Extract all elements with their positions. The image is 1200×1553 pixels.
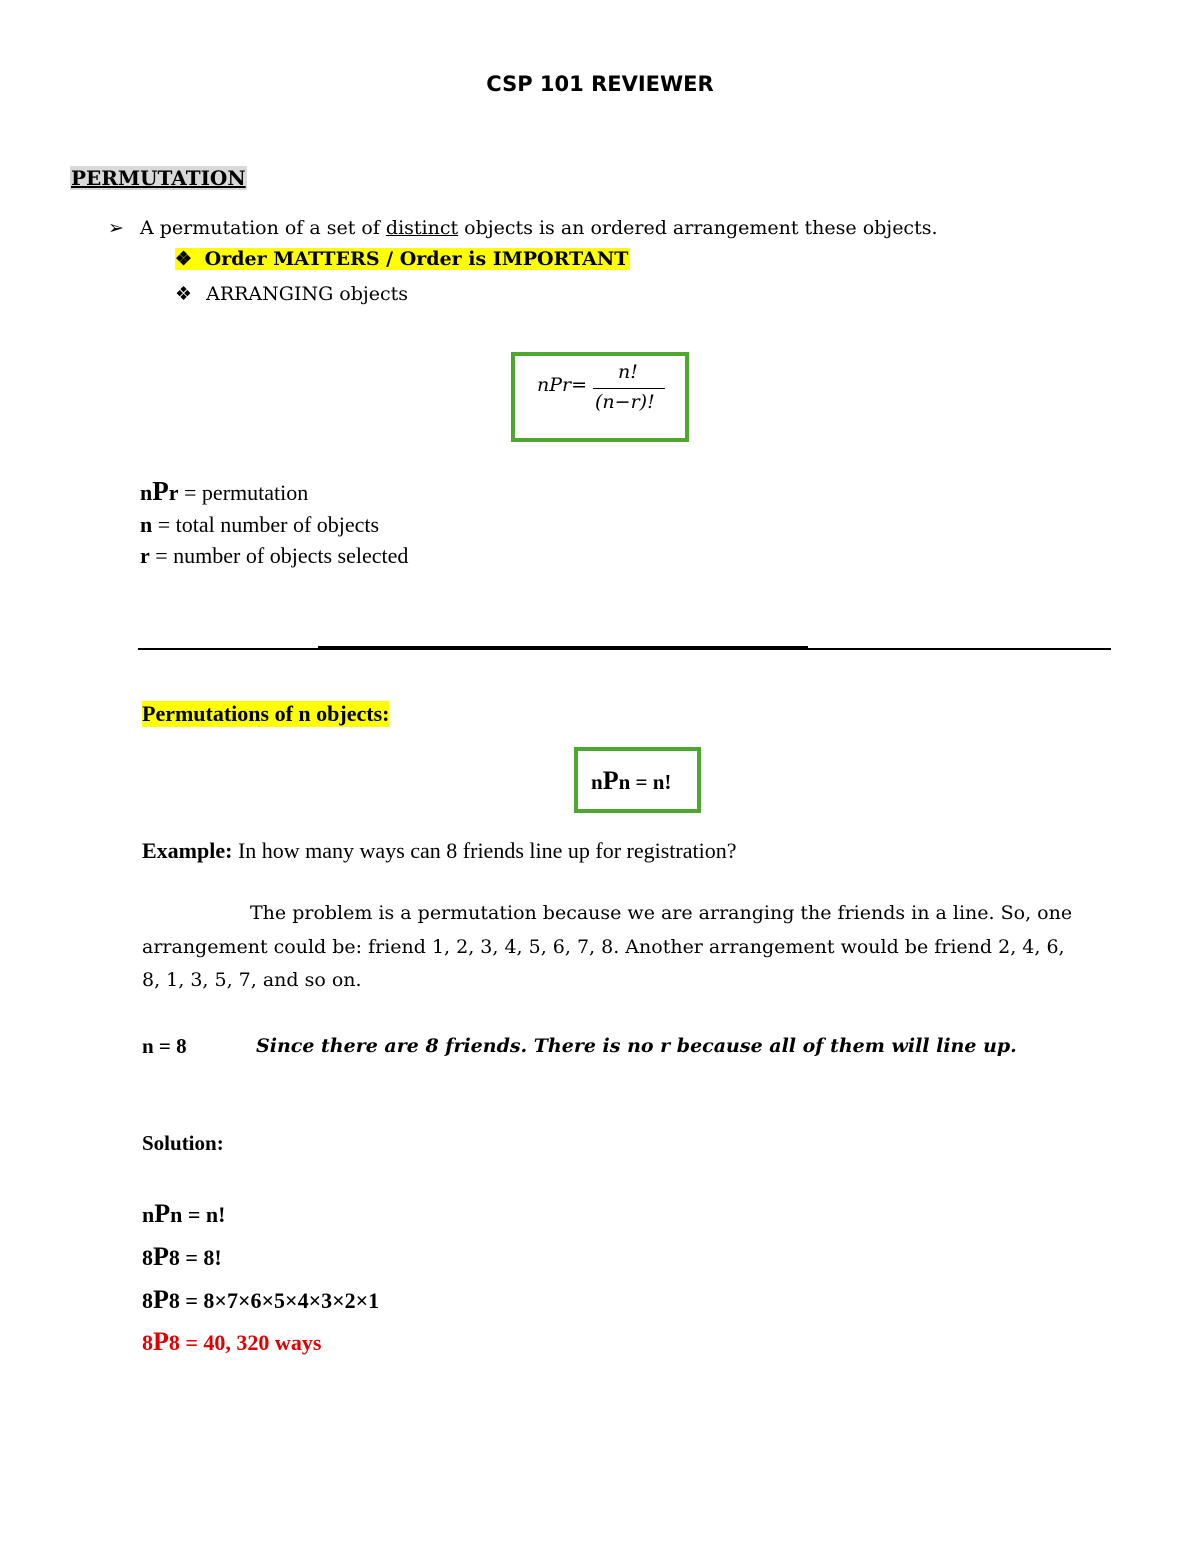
fraction-bar [593,388,665,389]
definition-underlined: distinct [385,217,459,239]
step-part: 8 = 8! [168,1245,222,1270]
legend-r [140,543,408,569]
divider-line-thick [318,646,808,649]
step-part: n = n! [170,1202,226,1227]
section-heading-permutation: PERMUTATION [71,166,246,190]
step-part: 8 [142,1330,153,1355]
legend-symbol: r [140,543,150,568]
legend-text: = number of objects selected [149,543,409,568]
step-part: 8 = 8×7×6×5×4×3×2×1 [168,1288,380,1313]
step-part: P [154,1199,171,1228]
example-paragraph-line-1: The problem is a permutation because we are arranging the friends in a line. So, one [250,902,1073,924]
arrow-bullet-icon: ➢ [108,217,124,239]
n-value-note: Since there are 8 friends. There is no r because all of them will line up. [256,1035,1017,1057]
step-part: 8 [142,1288,153,1313]
step-part: P [153,1285,169,1314]
solution-step [142,1285,379,1315]
sub-bullet-arranging [175,283,408,305]
formula-lhs: nPr= [537,374,588,396]
step-part: P [153,1242,169,1271]
sub-bullet-label: ARRANGING objects [206,283,409,305]
formula-part: n [591,770,603,794]
legend-symbol: r [168,480,179,505]
document-title: CSP 101 REVIEWER [486,72,714,96]
definition-pre: A permutation of a set of [139,217,386,239]
example-text: In how many ways can 8 friends line up for registration? [232,838,737,863]
step-part: P [153,1327,169,1356]
step-part: n [142,1202,155,1227]
example-paragraph-line-3: 8, 1, 3, 5, 7, and so on. [142,969,362,991]
definition-bullet [108,217,938,239]
example-paragraph-line-2: arrangement could be: friend 1, 2, 3, 4, 5, 6, 7, 8. Another arrangement would be friend 2, 4, 6, [142,936,1065,958]
npn-formula-box [574,747,701,813]
formula-part: P [602,766,619,795]
legend-text: = total number of objects [152,512,380,537]
step-part: 8 [142,1245,153,1270]
legend-text: = permutation [178,480,309,505]
npn-formula [591,766,671,796]
solution-step [142,1242,222,1272]
legend-symbol: P [152,476,169,506]
example-label: Example: [142,838,233,863]
solution-label: Solution: [142,1131,224,1155]
sub-bullet-label: Order MATTERS / Order is IMPORTANT [204,248,629,270]
formula-denominator: (n−r)! [595,391,655,413]
solution-answer [142,1327,321,1357]
legend-npr [140,476,308,507]
legend-symbol: n [140,480,153,505]
legend-symbol: n [140,512,153,537]
formula-part: n = n! [618,770,672,794]
formula-numerator: n! [618,361,638,383]
definition-post: objects is an ordered arrangement these objects. [458,217,938,239]
example-question [142,838,736,864]
permutation-formula-box [511,352,689,442]
legend-n [140,512,379,538]
heading-permutations-of-n: Permutations of n objects: [142,701,390,726]
sub-bullet-order-matters [175,248,630,270]
diamond-bullet-icon: ❖ [175,248,193,270]
solution-step [142,1199,225,1229]
diamond-bullet-icon: ❖ [175,283,193,305]
step-part: 8 = 40, 320 ways [168,1330,322,1355]
n-value: n = 8 [142,1034,187,1058]
